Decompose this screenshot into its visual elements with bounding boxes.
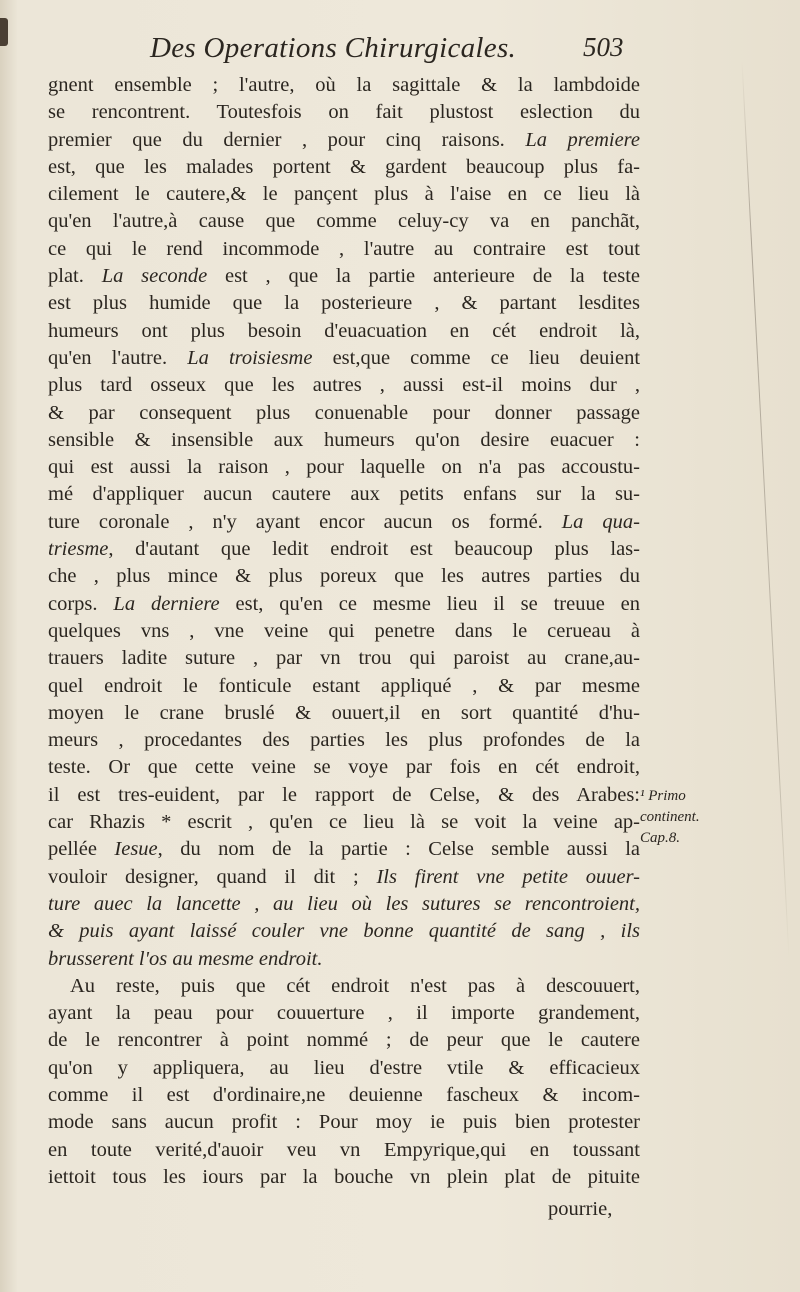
margin-note-line: Cap.8.: [640, 830, 681, 846]
text-line: quel endroit le fonticule estant appliqué , & par mesme: [48, 674, 640, 697]
text-line: plus tard osseux que les autres , aussi est-il moins dur ,: [48, 374, 640, 397]
text-line: meurs , procedantes des parties les plus profondes de la: [48, 729, 640, 752]
text-line: ture coronale , n'y ayant encor aucun os formé. La qua-: [48, 510, 640, 533]
text-line: plat. La seconde est , que la partie anterieure de la teste: [48, 265, 641, 288]
text-line: en toute verité,d'auoir veu vn Empyrique,qui en toussant: [48, 1138, 640, 1161]
text-line: car Rhazis * escrit , qu'en ce lieu là se voit la veine ap-: [48, 811, 640, 834]
text-line: Au reste, puis que cét endroit n'est pas à descouuert,: [70, 974, 640, 997]
text-line: triesme, d'autant que ledit endroit est beaucoup plus las-: [48, 538, 640, 561]
margin-note-line: ¹ Primo: [640, 788, 686, 804]
text-line: qui est aussi la raison , pour laquelle on n'a pas accoustu-: [48, 456, 640, 479]
text-line: [48, 891, 640, 918]
text-line: humeurs ont plus besoin d'euacuation en cét endroit là,: [48, 319, 640, 342]
italic-quote: brusserent l'os au mesme endroit.: [48, 947, 323, 970]
italic-term: Iesue: [114, 838, 158, 861]
text-line: mé d'appliquer aucun cautere aux petits enfans sur la su-: [48, 483, 640, 506]
text-line: est plus humide que la posterieure , & partant lesdites: [48, 292, 640, 315]
italic-term: La troisiesme: [187, 346, 313, 369]
text-line: ayant la peau pour couuerture , il importe grandement,: [48, 1002, 640, 1025]
running-title: Des Operations Chirurgicales.: [150, 32, 517, 64]
text-line: che , plus mince & plus poreux que les autres parties du: [48, 565, 640, 588]
text-line: ce qui le rend incommode , l'autre au contraire est tout: [48, 237, 640, 260]
margin-note: [640, 786, 760, 849]
text-line: & par consequent plus conuenable pour donner passage: [48, 401, 640, 424]
text-line: de le rencontrer à point nommé ; de peur que le cautere: [48, 1029, 640, 1052]
catchword: pourrie,: [548, 1198, 613, 1220]
text-line: vouloir designer, quand il dit ; Ils firent vne petite ouuer-: [48, 865, 640, 888]
text-line: qu'en l'autre. La troisiesme est,que comme ce lieu deuient: [48, 346, 641, 369]
text-line: il est tres-euident, par le rapport de Celse, & des Arabes:: [48, 783, 640, 806]
italic-quote: Ils firent vne petite ouuer-: [376, 865, 640, 888]
text-line: corps. La derniere est, qu'en ce mesme lieu il se treuue en: [48, 592, 641, 615]
text-line: cilement le cautere,& le pançent plus à l'aise en ce lieu là: [48, 183, 640, 206]
text-line: qu'en l'autre,à cause que comme celuy-cy va en panchãt,: [48, 210, 640, 233]
text-line: qu'on y appliquera, au lieu d'estre vtile & efficacieux: [48, 1056, 640, 1079]
text-line: trauers ladite suture , par vn trou qui paroist au crane,au-: [48, 647, 640, 670]
text-line: teste. Or que cette veine se voye par fois en cét endroit,: [48, 756, 640, 779]
text-line: est, que les malades portent & gardent beaucoup plus fa-: [48, 155, 640, 178]
text-line: se rencontrent. Toutesfois on fait plustost eslection du: [48, 101, 640, 124]
text-line: gnent ensemble ; l'autre, où la sagittale & la lambdoide: [48, 74, 640, 96]
text-line: comme il est d'ordinaire,ne deuienne fascheux & incom-: [48, 1083, 640, 1106]
text-line: iettoit tous les iours par la bouche vn plein plat de pituite: [48, 1165, 640, 1188]
italic-term: La seconde: [101, 265, 208, 288]
text-line: quelques vns , vne veine qui penetre dans le cerueau à: [48, 619, 640, 642]
italic-term: triesme: [48, 538, 109, 561]
text-line: premier que du dernier , pour cinq raisons. La premiere: [48, 128, 640, 151]
italic-quote: & puis ayant laissé couler vne bonne quantité de sang , ils: [48, 920, 640, 943]
text-line: [48, 918, 640, 945]
italic-quote: ture auec la lancette , au lieu où les sutures se rencontroient,: [48, 892, 640, 915]
page-header: [150, 32, 624, 68]
text-line: moyen le crane bruslé & ouuert,il en sort quantité d'hu-: [48, 701, 640, 724]
page-number: 503: [583, 32, 624, 62]
binding-edge: [0, 18, 8, 46]
italic-term: La derniere: [113, 592, 220, 615]
italic-term: La premiere: [525, 128, 640, 151]
italic-term: La qua-: [561, 510, 640, 533]
text-line: [48, 946, 640, 973]
body-text: [48, 72, 640, 1191]
text-line: sensible & insensible aux humeurs qu'on desire euacuer :: [48, 428, 640, 451]
text-line: mode sans aucun profit : Pour moy ie puis bien protester: [48, 1111, 640, 1134]
text-line: pellée Iesue, du nom de la partie : Celse semble aussi la: [48, 838, 640, 861]
margin-note-line: continent.: [640, 809, 700, 825]
